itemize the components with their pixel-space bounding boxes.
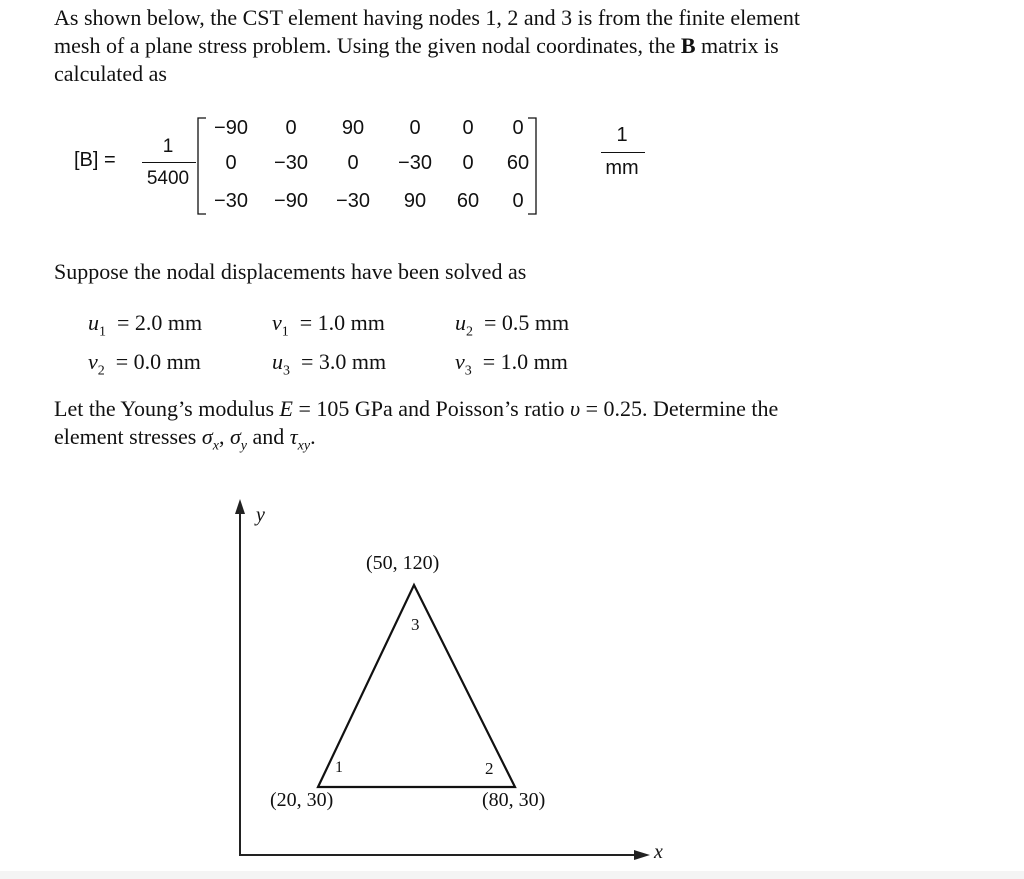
displacement-v2: $v_2 = 0.0$ mm [88,349,201,379]
matrix-cell: 90 [341,117,365,139]
node2-label: 2 [485,759,494,778]
intro-line-2: mesh of a plane stress problem. Using the given nodal coordinates, the B matrix is [54,33,779,58]
node1-label: 1 [335,759,343,776]
b-matrix-lhs: [B] = [74,149,116,171]
matrix-cell: 0 [462,152,474,174]
factor-numerator: 1 [162,136,174,157]
matrix-cell: 0 [225,152,237,174]
intro-line-1: As shown below, the CST element having nodes 1, 2 and 3 is from the finite element [54,5,801,30]
node1-coordinate: (20, 30) [270,789,334,811]
y-axis-label: y [256,504,265,526]
unit-numerator: 1 [616,124,628,146]
intro-line-3: calculated as [54,61,167,86]
node2-coordinate: (80, 30) [482,789,546,811]
bottom-band [0,871,1024,879]
matrix-cell: −30 [274,152,308,174]
displacement-u2: $u_2 = 0.5$ mm [455,310,570,340]
matrix-cell: 0 [347,152,359,174]
matrix-cell: −30 [214,190,248,212]
displacement-heading: Suppose the nodal displacements have been solved as [54,259,527,284]
matrix-cell: 90 [403,190,427,212]
material-line-2: element stresses $\sigma_x$, $\sigma_y$ and $\tau_{xy}$. [54,424,316,454]
unit-denominator: mm [605,157,639,179]
matrix-cell: −30 [398,152,432,174]
displacement-v3: $v_3 = 1.0$ mm [455,349,568,379]
matrix-cell: 60 [456,190,480,212]
matrix-cell: 60 [506,152,530,174]
x-axis-arrow [634,850,650,860]
y-axis-arrow [235,499,245,514]
node3-label: 3 [411,615,420,634]
displacement-u3: $u_3 = 3.0$ mm [272,349,387,379]
matrix-cell: 0 [462,117,474,139]
factor-denominator: 5400 [146,168,190,189]
b-matrix-bold: B [680,33,696,58]
matrix-cell: 0 [409,117,421,139]
x-axis-label: x [654,841,663,863]
displacement-u1: $u_1 = 2.0$ mm [88,310,203,340]
node3-coordinate: (50, 120) [366,552,440,574]
matrix-cell: −90 [274,190,308,212]
matrix-cell: −30 [336,190,370,212]
material-line-1: Let the Young’s modulus E = 105 GPa and Poisson’s ratio υ = 0.25. Determine the [54,396,779,421]
matrix-cell: −90 [214,117,248,139]
matrix-cell: 0 [512,190,524,212]
matrix-cell: 0 [512,117,524,139]
displacement-v1: $v_1 = 1.0$ mm [272,310,385,340]
matrix-cell: 0 [285,117,297,139]
